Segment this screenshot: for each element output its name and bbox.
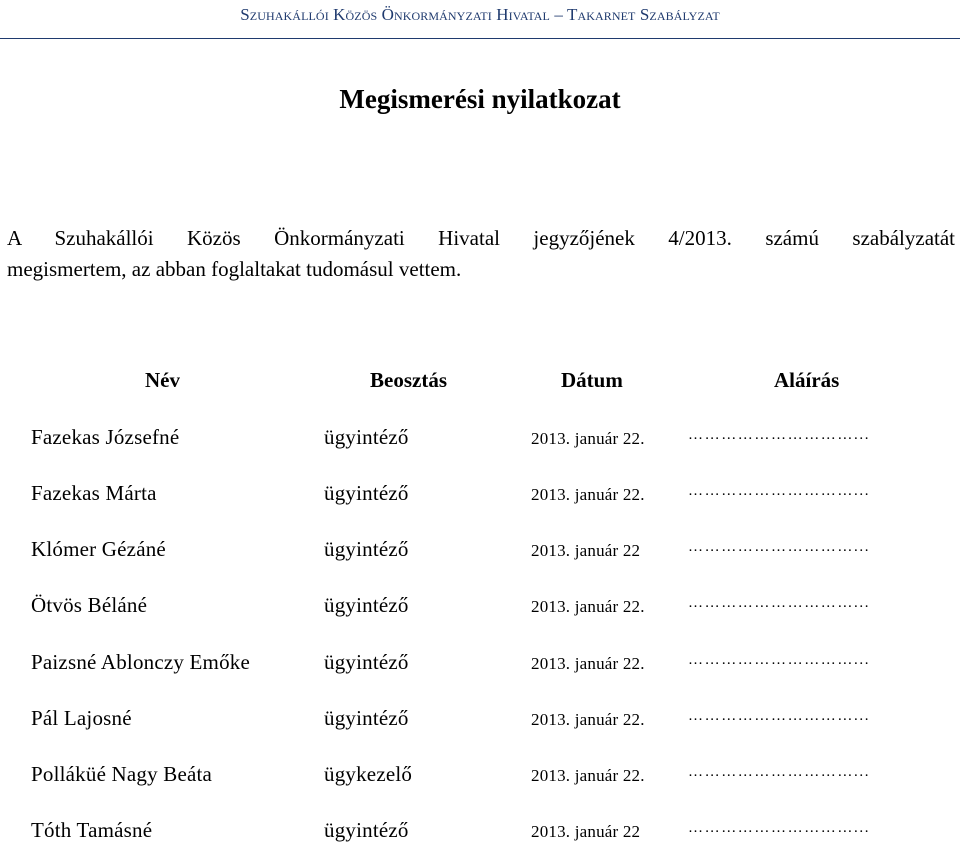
table-row [0,481,960,511]
row-date: 2013. január 22 [531,822,641,841]
table-row [0,425,960,455]
row-position: ügyintéző [324,481,409,505]
row-date: 2013. január 22. [531,654,645,673]
table-row [0,706,960,736]
table-row [0,650,960,680]
header-signature: Aláírás [774,368,840,392]
row-signature-line: …………………………... [688,820,871,836]
declaration-line-2: megismertem, az abban foglaltakat tudomásul vettem. [7,257,462,281]
header-position: Beosztás [370,368,447,392]
row-name: Pál Lajosné [31,706,132,730]
page-header [0,0,960,39]
header-date: Dátum [561,368,623,392]
row-name: Paizsné Ablonczy Emőke [31,650,251,674]
row-position: ügykezelő [324,762,413,786]
declaration-line-1: A Szuhakállói Közös Önkormányzati Hivatal jegyzőjének 4/2013. számú szabályzatát [7,226,955,250]
row-date: 2013. január 22. [531,429,645,448]
row-name: Klómer Gézáné [31,537,166,561]
row-date: 2013. január 22 [531,541,641,560]
table-row [0,593,960,623]
row-signature-line: …………………………... [688,595,871,611]
row-position: ügyintéző [324,706,409,730]
row-signature-line: …………………………... [688,539,871,555]
table-row [0,762,960,792]
row-signature-line: …………………………... [688,427,871,443]
row-position: ügyintéző [324,593,409,617]
row-name: Tóth Tamásné [31,818,153,842]
table-row [0,818,960,848]
row-name: Polláküé Nagy Beáta [31,762,213,786]
row-date: 2013. január 22. [531,710,645,729]
row-position: ügyintéző [324,425,409,449]
declaration-paragraph [7,223,955,285]
header-text: Szuhakállói Közös Önkormányzati Hivatal – Takarnet Szabályzat [240,5,720,24]
row-date: 2013. január 22. [531,485,645,504]
row-name: Ötvös Béláné [31,593,148,617]
row-name: Fazekas Márta [31,481,157,505]
row-position: ügyintéző [324,650,409,674]
row-date: 2013. január 22. [531,597,645,616]
document-title: Megismerési nyilatkozat [339,84,621,114]
row-signature-line: …………………………... [688,764,871,780]
row-signature-line: …………………………... [688,652,871,668]
row-date: 2013. január 22. [531,766,645,785]
row-position: ügyintéző [324,818,409,842]
header-name: Név [145,368,180,392]
row-name: Fazekas Józsefné [31,425,180,449]
row-signature-line: …………………………... [688,483,871,499]
table-row [0,537,960,567]
row-position: ügyintéző [324,537,409,561]
row-signature-line: …………………………... [688,708,871,724]
